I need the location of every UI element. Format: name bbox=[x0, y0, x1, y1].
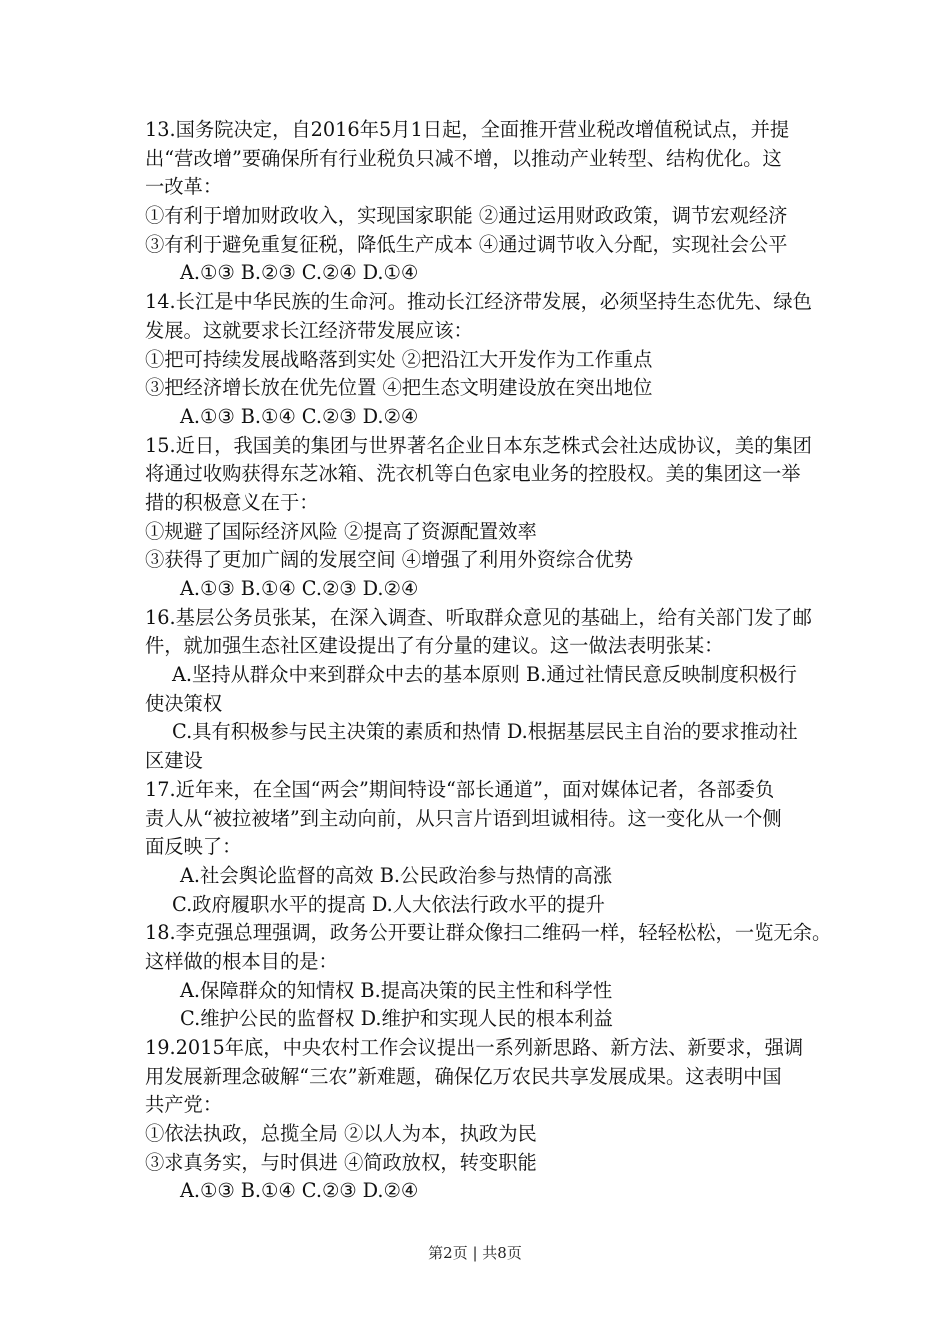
question-stem: 区建设 bbox=[145, 749, 203, 773]
question-statements: ③求真务实，与时俱进 ④简政放权，转变职能 bbox=[145, 1150, 537, 1174]
question-statements: ①有利于增加财政收入，实现国家职能 ②通过运用财政政策，调节宏观经济 bbox=[145, 204, 788, 228]
question-stem: 出“营改增”要确保所有行业税负只减不增，以推动产业转型、结构优化。这 bbox=[145, 146, 782, 170]
question-15 bbox=[145, 432, 825, 604]
question-stem: 17.近年来，在全国“两会”期间特设“部长通道”，面对媒体记者，各部委负 bbox=[145, 777, 775, 801]
answer-options: A.坚持从群众中来到群众中去的基本原则 B.通过社情民意反映制度积极行 bbox=[172, 663, 797, 687]
answer-options: A.①③ B.②③ C.②④ D.①④ bbox=[180, 261, 419, 285]
question-statements: ①把可持续发展战略落到实处 ②把沿江大开发作为工作重点 bbox=[145, 347, 653, 371]
question-statements: ③把经济增长放在优先位置 ④把生态文明建设放在突出地位 bbox=[145, 376, 653, 400]
question-statements: ③获得了更加广阔的发展空间 ④增强了利用外资综合优势 bbox=[145, 548, 634, 572]
question-stem: 16.基层公务员张某，在深入调查、听取群众意见的基础上，给有关部门发了邮 bbox=[145, 605, 812, 629]
question-stem: 责人从“被拉被堵”到主动向前，从只言片语到坦诚相待。这一变化从一个侧 bbox=[145, 806, 782, 830]
question-stem: 共产党： bbox=[145, 1093, 223, 1117]
question-stem: 15.近日，我国美的集团与世界著名企业日本东芝株式会社达成协议，美的集团 bbox=[145, 433, 812, 457]
question-stem: 件，就加强生态社区建设提出了有分量的建议。这一做法表明张某： bbox=[145, 634, 724, 658]
answer-options: A.社会舆论监督的高效 B.公民政治参与热情的高涨 bbox=[180, 863, 613, 887]
question-19 bbox=[145, 1034, 825, 1206]
question-17 bbox=[145, 776, 825, 919]
answer-options: A.①③ B.①④ C.②③ D.②④ bbox=[180, 577, 419, 600]
question-statements: ①依法执政，总揽全局 ②以人为本，执政为民 bbox=[145, 1122, 537, 1146]
answer-options: C.具有积极参与民主决策的素质和热情 D.根据基层民主自治的要求推动社 bbox=[172, 720, 798, 744]
question-stem: 措的积极意义在于： bbox=[145, 490, 319, 514]
question-stem: 一改革： bbox=[145, 175, 223, 199]
question-stem: 将通过收购获得东芝冰箱、洗衣机等白色家电业务的控股权。美的集团这一举 bbox=[145, 462, 801, 486]
question-stem: 用发展新理念破解“三农”新难题，确保亿万农民共享发展成果。这表明中国 bbox=[145, 1064, 782, 1088]
question-stem: 使决策权 bbox=[145, 691, 223, 715]
question-16 bbox=[145, 604, 825, 776]
question-stem: 发展。这就要求长江经济带发展应该： bbox=[145, 318, 473, 342]
question-stem: 18.李克强总理强调，政务公开要让群众像扫二维码一样，轻轻松松，一览无余。 bbox=[145, 921, 832, 945]
question-stem: 这样做的根本目的是： bbox=[145, 949, 338, 973]
question-stem: 14.长江是中华民族的生命河。推动长江经济带发展，必须坚持生态优先、绿色 bbox=[145, 290, 812, 314]
question-14 bbox=[145, 288, 825, 431]
question-statements: ①规避了国际经济风险 ②提高了资源配置效率 bbox=[145, 519, 537, 543]
answer-options: C.维护公民的监督权 D.维护和实现人民的根本利益 bbox=[180, 1007, 613, 1031]
answer-options: A.①③ B.①④ C.②③ D.②④ bbox=[180, 404, 419, 428]
answer-options: A.保障群众的知情权 B.提高决策的民主性和科学性 bbox=[180, 978, 613, 1002]
question-stem: 19.2015年底，中央农村工作会议提出一系列新思路、新方法、新要求，强调 bbox=[145, 1036, 804, 1059]
page-footer: 第2页 | 共8页 bbox=[428, 1244, 522, 1262]
exam-page-content bbox=[145, 116, 832, 1206]
question-stem: 面反映了： bbox=[145, 835, 242, 859]
question-13 bbox=[145, 116, 825, 288]
question-statements: ③有利于避免重复征税，降低生产成本 ④通过调节收入分配，实现社会公平 bbox=[145, 232, 788, 256]
question-stem: 13.国务院决定，自2016年5月1日起，全面推开营业税改增值税试点，并提 bbox=[145, 118, 790, 141]
answer-options: A.①③ B.①④ C.②③ D.②④ bbox=[180, 1179, 419, 1203]
question-18 bbox=[145, 919, 832, 1034]
answer-options: C.政府履职水平的提高 D.人大依法行政水平的提升 bbox=[172, 892, 605, 916]
